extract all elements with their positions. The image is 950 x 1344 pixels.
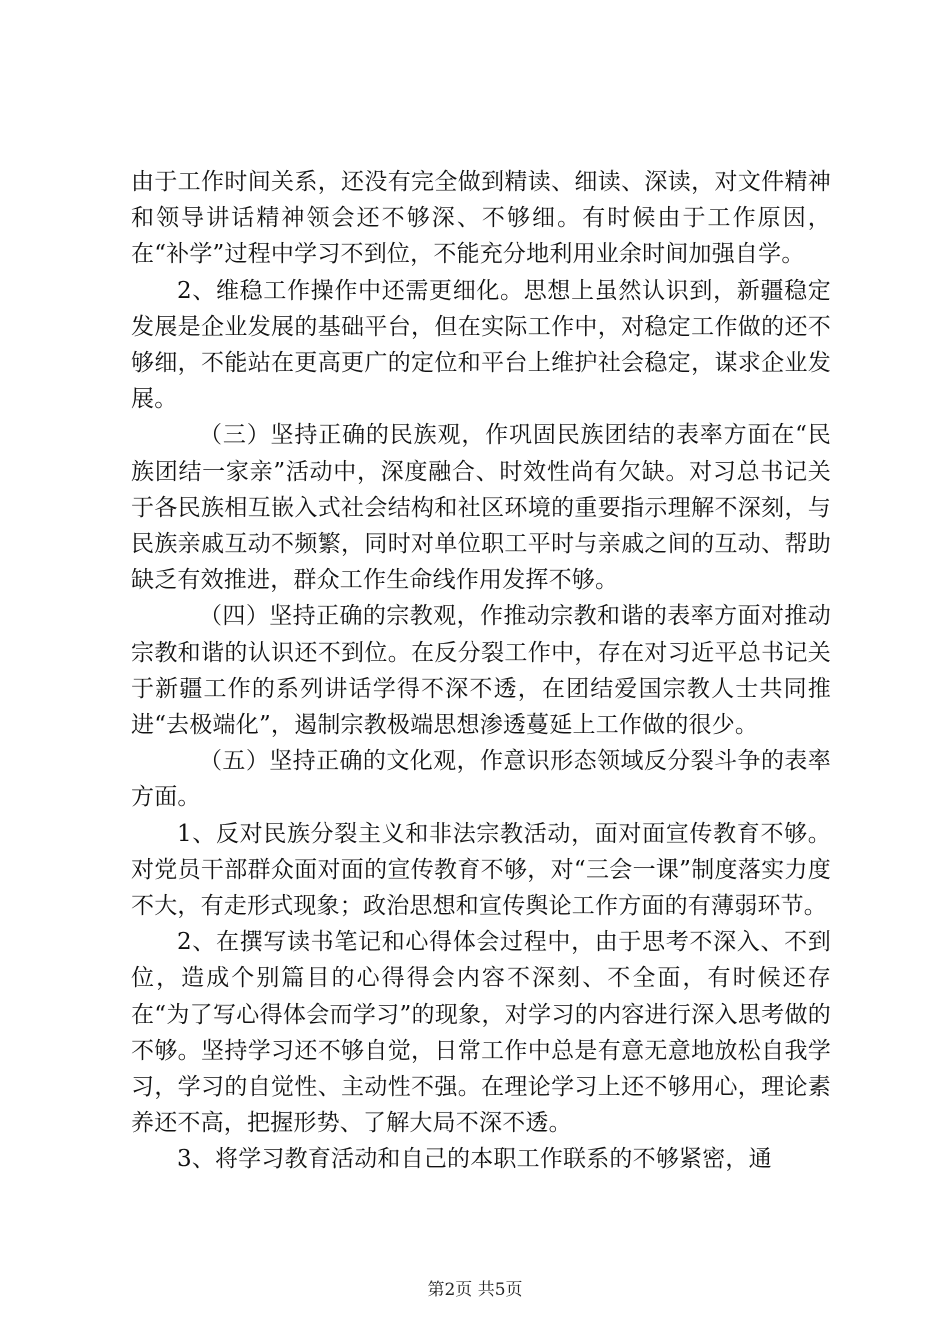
paragraph-item-two: 2、在撰写读书笔记和心得体会过程中，由于思考不深入、不到位，造成个别篇目的心得得会内容不深刻、不全面，有时候还存在“为了写心得体会而学习”的现象，对学习的内容进行深入思考做的不够。坚持学习还不够自觉，日常工作中总是有意无意地放松自我学习，学习的自觉性、主动性不强。在理论学习上还不够用心，理论素养还不高，把握形势、了解大局不深不透。	[131, 929, 831, 1137]
paragraph-continuation: 由于工作时间关系，还没有完全做到精读、细读、深读，对文件精神和领导讲话精神领会还不够深、不够细。有时候由于工作原因，在“补学”过程中学习不到位，不能充分地利用业余时间加强自学。	[131, 169, 831, 268]
paragraph-item-one: 1、反对民族分裂主义和非法宗教活动，面对面宣传教育不够。对党员干部群众面对面的宣传教育不够，对“三会一课”制度落实力度不大，有走形式现象；政治思想和宣传舆论工作方面的有薄弱环节。	[131, 820, 831, 920]
paragraph-section-three: （三）坚持正确的民族观，作巩固民族团结的表率方面在“民族团结一家亲”活动中，深度融合、时效性尚有欠缺。对习总书记关于各民族相互嵌入式社会结构和社区环境的重要指示理解不深刻，与民族亲戚互动不频繁，同时对单位职工平时与亲戚之间的互动、帮助缺乏有效推进，群众工作生命线作用发挥不够。	[131, 422, 831, 594]
paragraph-section-four: （四）坚持正确的宗教观，作推动宗教和谐的表率方面对推动宗教和谐的认识还不到位。在反分裂工作中，存在对习近平总书记关于新疆工作的系列讲话学得不深不透，在团结爱国宗教人士共同推进“去极端化”，遏制宗教极端思想渗透蔓延上工作做的很少。	[131, 603, 831, 739]
paragraph-section-five: （五）坚持正确的文化观，作意识形态领域反分裂斗争的表率方面。	[131, 748, 831, 811]
page-number-footer: 第2页 共5页	[427, 1280, 523, 1300]
paragraph-stability-work: 2、维稳工作操作中还需更细化。思想上虽然认识到，新疆稳定发展是企业发展的基础平台，但在实际工作中，对稳定工作做的还不够细，不能站在更高更广的定位和平台上维护社会稳定，谋求企业发展。	[131, 277, 831, 413]
document-body	[131, 164, 831, 1178]
paragraph-item-three: 3、将学习教育活动和自己的本职工作联系的不够紧密，通	[177, 1146, 772, 1173]
